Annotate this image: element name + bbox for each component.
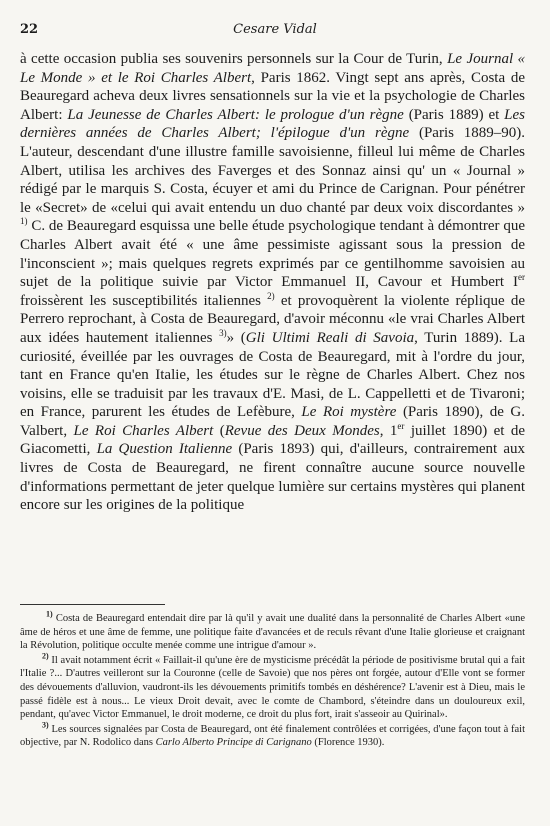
superscript: er [397,420,405,431]
body-text: froissèrent les susceptibilités italiennes [20,292,261,309]
book-title: La Question Italienne [96,441,233,458]
page-header [20,22,530,42]
footnote [20,609,525,653]
book-title: Les dernières années de Charles Albert; l'épilogue d'un règne [20,106,526,142]
footnote-text: Il avait notamment écrit « Faillait-il qu'une ère de mysticisme précédât la période de positivisme brutal qui a fait l'Italie ?... D'autres veilleront sur la Couronne (celle de Savoie) que nos pères ont forgée, autour d'Elle vont se former des dévouements d'alluvion, vaudront-ils les dévouements primitifs tombés en déshérence? L'avenir est à Dieu, mais le passé fidèle est à nous... Le vieux Droit devait, avec le comte de Chambord, s'éteindre dans un douloureux exil, pendant, qu'avec Victor Emmanuel, le droit moderne, ce droit du plus fort, irait s'asseoir au Quirinal». [20,654,526,721]
book-title: Le Journal « Le Monde » et le Roi Charles Albert [20,51,525,86]
body-text: (Paris 1890), de G. Valbert, [20,404,526,439]
book-title: Gli Ultimi Reali di Savoia [245,329,415,346]
body-text: et provoquèrent la violente réplique de Perrero reprochant, à Costa de Beauregard, d'avoir méconnu «le vrai Charles Albert aux idées hautement italiennes [20,292,526,346]
body-text: , Paris 1862. Vingt sept ans après, Costa de Beauregard acheva deux livres sensationnels sur la vie et la psychologie de Charles Albert: [20,69,525,123]
body-text: juillet 1890) et de Giacometti, [20,422,526,458]
book-title: Le Roi mystère [301,404,397,421]
main-text [20,50,525,515]
footnote-number: 1) [46,609,53,619]
footnote-divider [20,604,165,605]
body-text: » ( [226,329,246,346]
body-text: , 1 [379,422,398,439]
book-title: Carlo Alberto Principe di Carignano [155,737,312,749]
footnote-text: (Florence 1930). [314,737,385,749]
body-text: (Paris 1893) qui, d'ailleurs, contrairement aux livres de Costa de Beauregard, ne firent connaître aucune source nouvelle d'informations permettant de jeter quelque lumière sur certains mystères qui planent encore sur les origines de la politique [20,441,526,514]
footnote-ref: 1) [20,216,28,227]
page-number: 22 [20,22,39,37]
footnote-text: Costa de Beauregard entendait dire par là qu'il y avait une dualité dans la personnalité de Charles Albert «une âme de héros et une âme de femme, une politique faite d'avancées et de reculs rêvant d'une Italie glorieuse et craignant la Révolution, politique occulte menée comme une intrigue d'amour ». [20,613,525,652]
footnotes [20,609,526,751]
footnote-ref: 3) [219,327,227,338]
body-text: (Paris 1889) et [408,106,500,123]
footnote-number: 3) [42,720,49,730]
running-title: Cesare Vidal [233,22,317,37]
footnote [20,720,526,750]
body-text: C. de Beauregard esquissa une belle étude psychologique tendant à démontrer que Charles Albert avait été « une âme pessimiste agissant sous la pression de l'inconscient »; mais quelques regrets exprimés par ce gentilhomme savoisien au sujet de la politique suivie par Victor Emmanuel II, Cavour et Humbert I [20,218,526,291]
footnote [20,651,526,722]
footnote-ref: 2) [267,290,275,301]
footnote-number: 2) [42,651,49,661]
journal-title: Revue des Deux Mondes [224,422,380,439]
body-text: (Paris 1889–90). L'auteur, descendant d'une illustre famille savoisienne, filleul lui même de Charles Albert, utilisa les archives des Faverges et des Sonnaz ainsi qu' un « Journal » rédigé par le marquis S. Costa, écuyer et ami du Prince de Carignan. Pour pénétrer le «Secret» de «celui qui avait entendu un duo chanté par deux voix discordantes » [20,125,526,216]
body-text: , Turin 1889). La curiosité, éveillée par les ouvrages de Costa de Beauregard, mit à l'ordre du jour, tant en France qu'en Italie, les études sur le règne de Charles Albert. Chez nos voisins, elle se traduisit par les travaux d'E. Masi, de L. Cappelletti et de Tivaroni; en France, parurent les études de Lefèbure, [20,329,525,421]
superscript: er [518,272,525,283]
body-text: à cette occasion publia ses souvenirs personnels sur la Cour de Turin, [20,51,443,67]
book-title: La Jeunesse de Charles Albert: le prologue d'un règne [67,106,404,123]
footnote-text: Les sources signalées par Costa de Beauregard, ont été finalement contrôlées et corrigées, d'une façon tout à fait objective, par N. Rodolico dans [20,723,526,749]
book-title: Le Roi Charles Albert [73,422,214,439]
body-paragraph [20,50,525,515]
body-text: ( [219,422,225,439]
